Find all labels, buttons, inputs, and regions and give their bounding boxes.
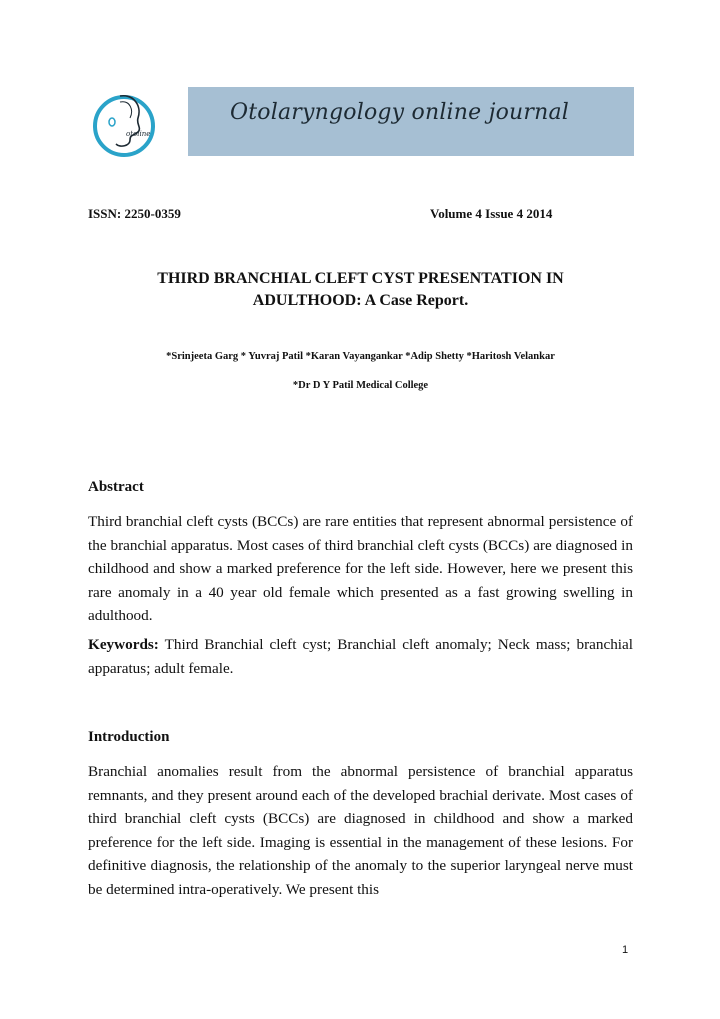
keywords xyxy=(88,633,633,680)
introduction-text: Branchial anomalies result from the abnormal persistence of branchial apparatus remnants, and they present around each of the developed brachial derivate. Most cases of third branchial cleft cysts (BCCs) are diagnosed in childhood and show a marked preference for the left side. Imaging is essential in the management of these lesions. For definitive diagnosis, the relationship of the anomaly to the superior laryngeal nerve must be determined intra-operatively. We present this xyxy=(88,763,633,898)
authors: *Srinjeeta Garg * Yuvraj Patil *Karan Vayangankar *Adip Shetty *Haritosh Velankar xyxy=(166,351,555,362)
logo-text: otoline xyxy=(126,130,151,138)
keywords-text: Third Branchial cleft cyst; Branchial cleft anomaly; Neck mass; branchial apparatus; adult female. xyxy=(88,636,633,677)
abstract-heading: Abstract xyxy=(88,479,144,495)
abstract-text: Third branchial cleft cysts (BCCs) are rare entities that represent abnormal persistence of the branchial apparatus. Most cases of third branchial cleft cysts (BCCs) are diagnosed in childhood and show a marked preference for the left side. However, here we present this rare anomaly in a 40 year old female which presented as a fast growing swelling in adulthood. xyxy=(88,513,633,624)
volume-issue: Volume 4 Issue 4 2014 xyxy=(430,206,553,221)
keywords-label: Keywords: xyxy=(88,636,159,653)
page-number: 1 xyxy=(622,944,629,956)
issn: ISSN: 2250-0359 xyxy=(88,206,181,221)
introduction-heading: Introduction xyxy=(88,729,170,745)
title-line-1: THIRD BRANCHIAL CLEFT CYST PRESENTATION IN xyxy=(157,270,564,287)
title-line-2: ADULTHOOD: A Case Report. xyxy=(252,292,469,309)
journal-name: Otolaryngology online journal xyxy=(230,100,570,125)
journal-logo xyxy=(90,88,186,164)
article-title xyxy=(88,268,633,312)
affiliation: *Dr D Y Patil Medical College xyxy=(292,380,429,391)
